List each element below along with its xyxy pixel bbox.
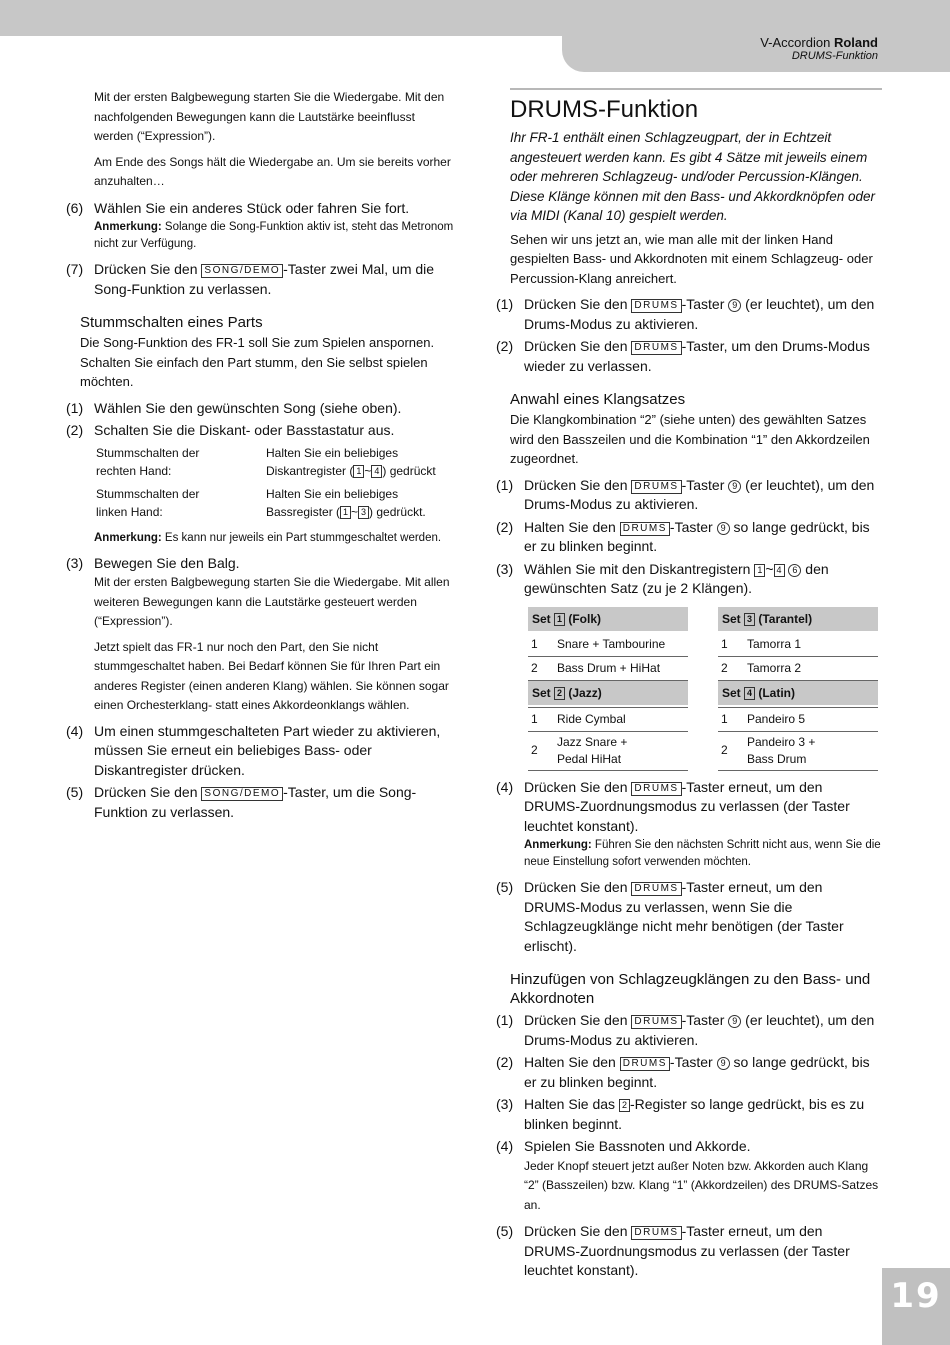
section-heading-add: Hinzufügen von Schlagzeugklängen zu den Bass- und Akkordnoten <box>510 971 871 1007</box>
row-number: 1 <box>721 711 728 726</box>
step-text: -Taster erneut, um den DRUMS-Zuordnungsmodus zu verlassen (der Taster leuchtet konstant). <box>524 778 850 834</box>
cell-text: ) gedrückt. <box>369 504 426 519</box>
row-value: Bass Drum <box>747 751 807 766</box>
drums-key: DRUMS <box>631 782 681 796</box>
set-label: Set <box>532 685 555 700</box>
step-text: -Taster <box>681 476 729 493</box>
step-number: (1) <box>496 296 514 312</box>
step-text: -Register so lange gedrückt, bis es zu blinken beginnt. <box>524 1096 865 1132</box>
circled-number: 6 <box>788 564 801 577</box>
step-text: Drücken Sie den <box>524 1223 632 1239</box>
register-key: 3 <box>744 613 755 626</box>
step-number: (3) <box>66 554 84 571</box>
step-text: -Taster <box>669 1054 717 1070</box>
note <box>94 219 454 253</box>
continued-paragraph: Mit der ersten Balgbewegung starten Sie die Wiedergabe. Mit den nachfolgenden Bewegungen kann die Lautstärke beeinflusst werden (“Expression”). <box>94 90 445 143</box>
step-text: so lange gedrückt, bis er zu blinken beginnt. <box>524 518 870 554</box>
circled-number: 9 <box>728 1015 741 1028</box>
set-header <box>718 607 878 631</box>
table-row <box>528 707 688 732</box>
row-value: Tamorra 2 <box>747 660 802 675</box>
note-text: Es kann nur jeweils ein Part stummgeschaltet werden. <box>161 531 442 544</box>
register-key: 3 <box>358 506 369 519</box>
step-number: (2) <box>496 1054 514 1070</box>
step-number: (5) <box>496 1223 514 1239</box>
step-text: -Taster, um den Drums-Modus wieder zu verlassen. <box>524 338 870 374</box>
note-label: Anmerkung: <box>94 221 162 233</box>
row-number: 2 <box>721 660 728 675</box>
step-text: Um einen stummgeschalteten Part wieder zu aktivieren, müssen Sie erneut ein beliebiges Bass- oder Diskantregister drücken. <box>94 722 441 778</box>
row-number: 1 <box>721 636 728 651</box>
cell-text: linken Hand: <box>96 504 163 519</box>
step-text: Drücken Sie den <box>524 476 632 493</box>
set-header <box>718 681 878 705</box>
title-divider <box>510 88 882 90</box>
step-text: Spielen Sie Bassnoten und Akkorde. <box>524 1138 751 1154</box>
set-label: Set <box>532 611 555 626</box>
cell-text: Bassregister ( <box>266 504 341 519</box>
step-text: Bewegen Sie den Balg. <box>94 554 240 571</box>
step-text: Halten Sie den <box>524 518 620 535</box>
step-text: -Taster, um die Song-Funktion zu verlassen. <box>94 784 417 820</box>
mute-step-3 <box>66 554 454 632</box>
drums-step-1 <box>496 295 882 334</box>
section-heading-mute: Stummschalten eines Parts <box>80 314 263 331</box>
intro-text: Ihr FR-1 enthält einen Schlagzeugpart, der in Echtzeit angesteuert werden kann. Es gibt 4 Sätze mit jeweils einem oder mehreren Schlagzeug- und/oder Percussion-Klängen. Diese Klänge können mit den Bass- und Akkordknöpfen oder via MIDI (Kanal 10) gespielt werden. <box>510 130 875 223</box>
drums-step-2 <box>496 337 882 376</box>
header-brand <box>760 36 878 50</box>
running-header <box>760 36 878 62</box>
row-number: 2 <box>531 660 538 675</box>
left-column <box>66 88 454 822</box>
step-text: Drücken Sie den <box>94 784 202 800</box>
step-number: (4) <box>496 1138 514 1154</box>
table-row <box>528 657 688 681</box>
select-step-2 <box>496 518 882 557</box>
step-subtext: Jeder Knopf steuert jetzt außer Noten bzw. Akkorden auch Klang “2” (Basszeilen) bzw. Klang “1” (Akkordzeilen) des DRUMS-Satzes an. <box>524 1158 879 1212</box>
cell-text: Stummschalten der <box>96 486 200 501</box>
add-step-3 <box>496 1095 882 1134</box>
mute-step-4 <box>66 722 454 781</box>
note-label: Anmerkung: <box>94 531 162 544</box>
note <box>524 837 882 871</box>
header-brand-name: V-Accordion <box>760 35 831 50</box>
note <box>94 530 454 547</box>
step-text: -Taster <box>681 1012 729 1028</box>
step-text: -Taster zwei Mal, um die Song-Funktion zu verlassen. <box>94 261 435 297</box>
step-number: (3) <box>496 1096 514 1112</box>
step-number: (7) <box>66 261 84 277</box>
page-number: 19 <box>890 1276 942 1316</box>
table-cell <box>266 485 436 526</box>
drums-key: DRUMS <box>631 1226 681 1240</box>
register-key: 4 <box>774 564 785 577</box>
add-step-5 <box>496 1222 882 1281</box>
cell-text: Halten Sie ein beliebiges <box>266 445 399 460</box>
step-text: (er leuchtet), um den Drums-Modus zu aktivieren. <box>524 1012 875 1048</box>
table-cell <box>96 444 266 485</box>
select-step-3 <box>496 560 882 599</box>
table-cell <box>96 485 266 526</box>
table-row <box>718 707 878 732</box>
set-name: (Jazz) <box>565 685 602 700</box>
step-number: (5) <box>496 879 514 895</box>
header-brand-logo: Roland <box>833 35 878 50</box>
mute-step-5 <box>66 783 454 822</box>
step-number: (1) <box>496 476 514 493</box>
step-text: Schalten Sie die Diskant- oder Basstastatur aus. <box>94 422 395 438</box>
note-text: Solange die Song-Funktion aktiv ist, steht das Metronom nicht zur Verfügung. <box>94 221 454 250</box>
step-text: Drücken Sie den <box>94 261 202 277</box>
table-row <box>718 633 878 657</box>
row-value: Ride Cymbal <box>557 711 626 726</box>
add-step-2 <box>496 1053 882 1092</box>
select-step-5 <box>496 878 882 956</box>
register-key: 2 <box>619 1099 630 1112</box>
set-header <box>528 681 688 705</box>
register-key: 4 <box>744 687 755 700</box>
step-text: Halten Sie das <box>524 1096 619 1112</box>
step-text: Wählen Sie den gewünschten Song (siehe oben). <box>94 399 402 416</box>
step-number: (1) <box>66 399 84 416</box>
drum-sets <box>528 607 878 771</box>
table-row <box>96 485 436 526</box>
row-value: Jazz Snare + <box>557 734 628 749</box>
circled-number: 9 <box>728 299 741 312</box>
set-name: (Latin) <box>755 685 796 700</box>
step-number: (4) <box>496 778 514 795</box>
set-column-left <box>528 607 688 771</box>
step-text: Wählen Sie ein anderes Stück oder fahren Sie fort. <box>94 199 410 216</box>
cell-text: ~ <box>351 504 359 519</box>
step-subtext: Mit der ersten Balgbewegung starten Sie die Wiedergabe. Mit allen weiteren Bewegungen kann die Lautstärke gesteuert werden (“Expression”). <box>94 575 450 628</box>
cell-text: Halten Sie ein beliebiges <box>266 486 399 501</box>
drums-key: DRUMS <box>620 1057 670 1071</box>
register-key: 2 <box>554 687 565 700</box>
header-section: DRUMS-Funktion <box>791 50 878 63</box>
add-step-4 <box>496 1137 882 1215</box>
cell-text: rechten Hand: <box>96 463 172 478</box>
select-step-1 <box>496 476 882 515</box>
header-tab <box>562 28 950 72</box>
step-text: Drücken Sie den <box>524 338 632 354</box>
mute-step-1 <box>66 399 454 419</box>
mute-table <box>96 444 436 526</box>
register-key: 1 <box>340 506 351 519</box>
step-number: (5) <box>66 784 84 800</box>
circled-number: 9 <box>717 522 730 535</box>
step-text: Drücken Sie den <box>524 778 632 795</box>
drums-key: DRUMS <box>631 341 681 355</box>
register-key: 4 <box>371 465 382 478</box>
step-text: den gewünschten Satz (zu je 2 Klängen). <box>524 560 829 596</box>
row-value: Tamorra 1 <box>747 636 802 651</box>
drums-key: DRUMS <box>631 299 681 313</box>
cell-text: Stummschalten der <box>96 445 200 460</box>
step-text: Wählen Sie mit den Diskantregistern <box>524 560 755 577</box>
step-text: Halten Sie den <box>524 1054 620 1070</box>
right-column <box>496 88 882 1281</box>
step-number: (6) <box>66 199 84 216</box>
step-text: (er leuchtet), um den Drums-Modus zu aktivieren. <box>524 476 875 512</box>
row-value: Pedal HiHat <box>557 751 622 766</box>
drums-key: DRUMS <box>631 1015 681 1029</box>
step-7 <box>66 260 454 299</box>
register-key: 1 <box>353 465 364 478</box>
step-number: (4) <box>66 722 84 739</box>
paragraph: Die Klangkombination “2” (siehe unten) des gewählten Satzes wird den Basszeilen und die Kombination “1” den Akkordzeilen zugeordnet. <box>510 412 870 466</box>
step-number: (3) <box>496 560 514 577</box>
step-text: (er leuchtet), um den Drums-Modus zu aktivieren. <box>524 296 875 332</box>
row-number: 1 <box>531 711 538 726</box>
row-value: Pandeiro 5 <box>747 711 806 726</box>
mute-step-2 <box>66 421 454 441</box>
section-heading-select: Anwahl eines Klangsatzes <box>510 391 686 408</box>
set-header <box>528 607 688 631</box>
row-value: Pandeiro 3 + <box>747 734 816 749</box>
circled-number: 9 <box>728 480 741 493</box>
page-title: DRUMS-Funktion <box>510 96 699 123</box>
set-label: Set <box>722 611 745 626</box>
step-text: -Taster <box>681 296 729 312</box>
page-number-box <box>882 1268 950 1345</box>
note-label: Anmerkung: <box>524 839 592 851</box>
step-text: Drücken Sie den <box>524 879 632 895</box>
set-name: (Folk) <box>565 611 602 626</box>
set-column-right <box>718 607 878 771</box>
table-row <box>96 444 436 485</box>
step-6 <box>66 199 454 254</box>
step-text: -Taster erneut, um den DRUMS-Zuordnungsmodus zu verlassen (der Taster leuchtet konstant). <box>524 1223 850 1278</box>
drums-key: DRUMS <box>631 480 681 494</box>
add-step-1 <box>496 1011 882 1050</box>
song-demo-key: SONG/DEMO <box>201 264 283 278</box>
step-number: (2) <box>66 422 84 438</box>
paragraph: Jetzt spielt das FR-1 nur noch den Part, den Sie nicht stummgeschaltet haben. Bei Bedarf können Sie für Ihren Part ein anderes Register (einen anderen Klang) wählen. Sie können sogar einen Orchesterklang- statt eines Akkordeonklangs wählen. <box>94 639 449 712</box>
drums-key: DRUMS <box>620 522 670 536</box>
mute-intro: Die Song-Funktion des FR-1 soll Sie zum Spielen anspornen. Schalten Sie einfach den Part stumm, den Sie selbst spielen möchten. <box>80 335 435 389</box>
circled-number: 9 <box>717 1057 730 1070</box>
table-row <box>718 657 878 681</box>
step-number: (1) <box>496 1012 514 1028</box>
step-text: ~ <box>765 560 774 577</box>
row-value: Bass Drum + HiHat <box>557 660 661 675</box>
select-step-4 <box>496 778 882 872</box>
continued-paragraph: Am Ende des Songs hält die Wiedergabe an. Um sie bereits vorher anzuhalten… <box>94 154 451 188</box>
paragraph: Sehen wir uns jetzt an, wie man alle mit der linken Hand gespielten Bass- und Akkordnoten mit einem Schlagzeug- oder Percussion-Klang anreichert. <box>510 231 873 286</box>
step-text: -Taster <box>669 518 717 535</box>
step-text: Drücken Sie den <box>524 296 632 312</box>
step-number: (2) <box>496 518 514 535</box>
step-text: Drücken Sie den <box>524 1012 632 1028</box>
row-number: 2 <box>531 743 538 757</box>
table-cell <box>266 444 436 485</box>
register-key: 1 <box>554 613 565 626</box>
step-text: so lange gedrückt, bis er zu blinken beginnt. <box>524 1054 870 1090</box>
row-number: 1 <box>531 636 538 651</box>
register-key: 1 <box>754 564 765 577</box>
set-label: Set <box>722 685 745 700</box>
cell-text: ) gedrückt <box>382 463 436 478</box>
row-value: Snare + Tambourine <box>557 636 666 651</box>
drums-key: DRUMS <box>631 882 681 896</box>
table-row <box>718 732 878 771</box>
set-name: (Tarantel) <box>755 611 813 626</box>
song-demo-key: SONG/DEMO <box>201 787 283 801</box>
cell-text: Diskantregister ( <box>266 463 354 478</box>
step-number: (2) <box>496 338 514 354</box>
table-row <box>528 633 688 657</box>
table-row <box>528 732 688 771</box>
note-text: Führen Sie den nächsten Schritt nicht aus, wenn Sie die neue Einstellung sofort verwenden möchten. <box>524 839 881 868</box>
step-text: -Taster erneut, um den DRUMS-Modus zu verlassen, wenn Sie die Schlagzeugklänge nicht mehr benötigen (der Taster erlischt). <box>524 879 844 954</box>
cell-text: ~ <box>364 463 372 478</box>
row-number: 2 <box>721 743 728 757</box>
